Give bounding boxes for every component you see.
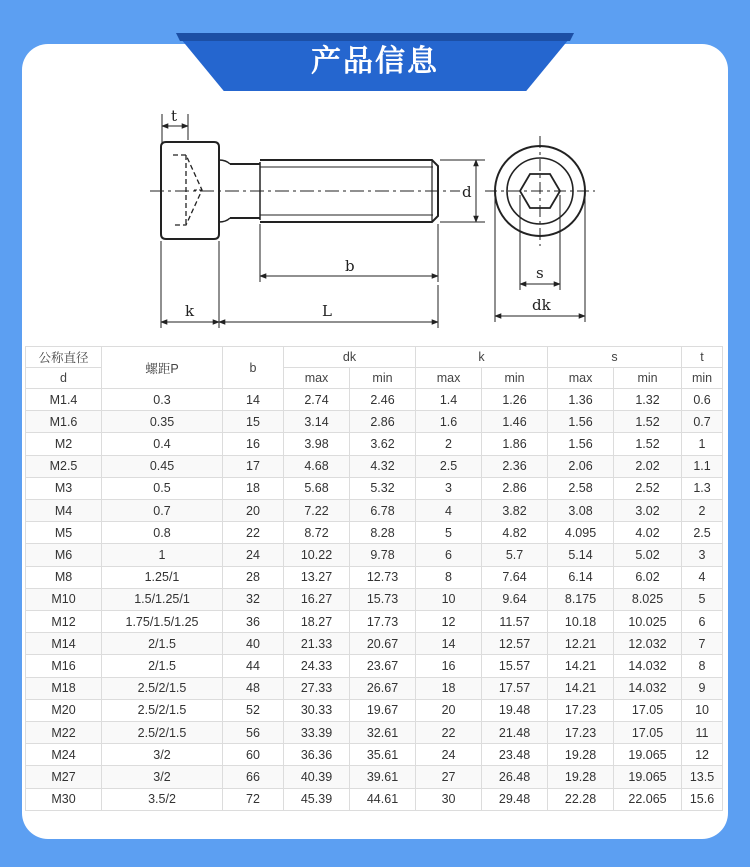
cell-k-min: 9.64	[482, 588, 548, 610]
cell-s-min: 1.32	[614, 389, 682, 411]
dim-label-L: L	[322, 302, 332, 320]
cell-k-max: 12	[416, 611, 482, 633]
header-pitch: 螺距P	[102, 347, 223, 389]
cell-b: 44	[223, 655, 284, 677]
cell-k-min: 26.48	[482, 766, 548, 788]
screw-end-view	[485, 136, 595, 322]
cell-b: 52	[223, 699, 284, 721]
cell-pitch: 0.35	[102, 411, 223, 433]
cell-d: M8	[26, 566, 102, 588]
cell-dk-max: 5.68	[284, 477, 350, 499]
cell-d: M24	[26, 744, 102, 766]
cell-k-min: 1.46	[482, 411, 548, 433]
cell-s-min: 4.02	[614, 522, 682, 544]
table-row	[26, 477, 723, 499]
cell-s-min: 19.065	[614, 766, 682, 788]
cell-s-max: 14.21	[548, 655, 614, 677]
cell-s-max: 1.56	[548, 433, 614, 455]
cell-dk-min: 4.32	[350, 455, 416, 477]
cell-dk-min: 26.67	[350, 677, 416, 699]
cell-dk-min: 9.78	[350, 544, 416, 566]
header-k-max: max	[416, 368, 482, 389]
dim-label-d: d	[462, 183, 472, 201]
cell-t-min: 1	[682, 433, 723, 455]
cell-b: 66	[223, 766, 284, 788]
cell-dk-max: 2.74	[284, 389, 350, 411]
cell-pitch: 2/1.5	[102, 633, 223, 655]
cell-k-min: 19.48	[482, 699, 548, 721]
cell-t-min: 0.6	[682, 389, 723, 411]
cell-k-max: 14	[416, 633, 482, 655]
screw-technical-drawing	[140, 100, 610, 340]
cell-k-max: 5	[416, 522, 482, 544]
cell-t-min: 2.5	[682, 522, 723, 544]
cell-s-min: 2.02	[614, 455, 682, 477]
specification-table	[25, 346, 723, 811]
cell-s-min: 3.02	[614, 500, 682, 522]
cell-k-max: 4	[416, 500, 482, 522]
cell-pitch: 2.5/2/1.5	[102, 677, 223, 699]
header-nominal-diameter: 公称直径	[26, 347, 102, 368]
cell-s-min: 17.05	[614, 722, 682, 744]
cell-t-min: 13.5	[682, 766, 723, 788]
cell-t-min: 7	[682, 633, 723, 655]
cell-t-min: 10	[682, 699, 723, 721]
cell-d: M18	[26, 677, 102, 699]
header-b: b	[223, 347, 284, 389]
cell-pitch: 3/2	[102, 744, 223, 766]
cell-dk-min: 19.67	[350, 699, 416, 721]
cell-k-max: 10	[416, 588, 482, 610]
header-dk: dk	[284, 347, 416, 368]
cell-pitch: 3.5/2	[102, 788, 223, 810]
cell-k-min: 3.82	[482, 500, 548, 522]
cell-dk-min: 23.67	[350, 655, 416, 677]
cell-s-max: 5.14	[548, 544, 614, 566]
cell-d: M20	[26, 699, 102, 721]
cell-s-max: 3.08	[548, 500, 614, 522]
cell-b: 18	[223, 477, 284, 499]
cell-s-max: 1.56	[548, 411, 614, 433]
cell-dk-min: 5.32	[350, 477, 416, 499]
cell-s-max: 19.28	[548, 766, 614, 788]
cell-k-min: 17.57	[482, 677, 548, 699]
cell-s-min: 1.52	[614, 411, 682, 433]
cell-k-max: 2	[416, 433, 482, 455]
table-row	[26, 588, 723, 610]
cell-t-min: 4	[682, 566, 723, 588]
cell-k-min: 15.57	[482, 655, 548, 677]
cell-k-max: 2.5	[416, 455, 482, 477]
dim-label-s: s	[536, 264, 544, 282]
cell-dk-max: 3.98	[284, 433, 350, 455]
cell-s-min: 19.065	[614, 744, 682, 766]
cell-b: 16	[223, 433, 284, 455]
cell-pitch: 2/1.5	[102, 655, 223, 677]
cell-k-min: 23.48	[482, 744, 548, 766]
table-row	[26, 522, 723, 544]
cell-pitch: 1.25/1	[102, 566, 223, 588]
table-row	[26, 744, 723, 766]
cell-k-max: 18	[416, 677, 482, 699]
cell-k-max: 1.4	[416, 389, 482, 411]
cell-s-max: 12.21	[548, 633, 614, 655]
cell-dk-max: 33.39	[284, 722, 350, 744]
cell-k-min: 12.57	[482, 633, 548, 655]
cell-d: M27	[26, 766, 102, 788]
cell-s-min: 8.025	[614, 588, 682, 610]
cell-t-min: 3	[682, 544, 723, 566]
cell-dk-max: 7.22	[284, 500, 350, 522]
table-row	[26, 722, 723, 744]
cell-dk-max: 10.22	[284, 544, 350, 566]
cell-s-max: 2.58	[548, 477, 614, 499]
header-dk-min: min	[350, 368, 416, 389]
cell-b: 56	[223, 722, 284, 744]
header-t-min: min	[682, 368, 723, 389]
cell-dk-max: 27.33	[284, 677, 350, 699]
cell-k-min: 2.36	[482, 455, 548, 477]
cell-dk-min: 3.62	[350, 433, 416, 455]
cell-t-min: 11	[682, 722, 723, 744]
table-row	[26, 389, 723, 411]
table-row	[26, 633, 723, 655]
cell-dk-max: 24.33	[284, 655, 350, 677]
table-row	[26, 766, 723, 788]
cell-s-min: 2.52	[614, 477, 682, 499]
cell-dk-min: 15.73	[350, 588, 416, 610]
dim-label-k: k	[185, 302, 195, 320]
cell-b: 22	[223, 522, 284, 544]
table-row	[26, 677, 723, 699]
cell-k-min: 5.7	[482, 544, 548, 566]
cell-k-min: 21.48	[482, 722, 548, 744]
screw-side-view	[150, 142, 460, 239]
table-row	[26, 566, 723, 588]
cell-pitch: 2.5/2/1.5	[102, 699, 223, 721]
cell-t-min: 2	[682, 500, 723, 522]
cell-dk-min: 35.61	[350, 744, 416, 766]
cell-b: 60	[223, 744, 284, 766]
cell-dk-min: 8.28	[350, 522, 416, 544]
cell-s-max: 2.06	[548, 455, 614, 477]
cell-d: M6	[26, 544, 102, 566]
cell-s-min: 5.02	[614, 544, 682, 566]
cell-b: 20	[223, 500, 284, 522]
cell-k-min: 11.57	[482, 611, 548, 633]
table-row	[26, 544, 723, 566]
table-row	[26, 411, 723, 433]
cell-b: 28	[223, 566, 284, 588]
cell-k-max: 20	[416, 699, 482, 721]
cell-pitch: 0.5	[102, 477, 223, 499]
page-title: 产品信息	[311, 44, 439, 79]
cell-dk-max: 18.27	[284, 611, 350, 633]
cell-t-min: 12	[682, 744, 723, 766]
table-row	[26, 611, 723, 633]
cell-s-max: 17.23	[548, 699, 614, 721]
cell-k-max: 6	[416, 544, 482, 566]
cell-s-min: 17.05	[614, 699, 682, 721]
cell-b: 32	[223, 588, 284, 610]
cell-k-max: 16	[416, 655, 482, 677]
cell-s-max: 4.095	[548, 522, 614, 544]
cell-k-min: 4.82	[482, 522, 548, 544]
cell-pitch: 1.75/1.5/1.25	[102, 611, 223, 633]
cell-b: 48	[223, 677, 284, 699]
cell-dk-min: 17.73	[350, 611, 416, 633]
header-k-min: min	[482, 368, 548, 389]
cell-d: M5	[26, 522, 102, 544]
cell-dk-min: 39.61	[350, 766, 416, 788]
cell-k-max: 22	[416, 722, 482, 744]
cell-dk-min: 20.67	[350, 633, 416, 655]
cell-dk-max: 30.33	[284, 699, 350, 721]
cell-dk-max: 45.39	[284, 788, 350, 810]
cell-d: M1.4	[26, 389, 102, 411]
cell-t-min: 6	[682, 611, 723, 633]
table-row	[26, 788, 723, 810]
cell-s-max: 22.28	[548, 788, 614, 810]
table-row	[26, 699, 723, 721]
cell-dk-max: 8.72	[284, 522, 350, 544]
cell-pitch: 3/2	[102, 766, 223, 788]
cell-s-min: 22.065	[614, 788, 682, 810]
cell-dk-max: 36.36	[284, 744, 350, 766]
cell-k-min: 1.86	[482, 433, 548, 455]
header-t: t	[682, 347, 723, 368]
cell-k-max: 3	[416, 477, 482, 499]
cell-pitch: 0.7	[102, 500, 223, 522]
cell-pitch: 1.5/1.25/1	[102, 588, 223, 610]
cell-pitch: 0.3	[102, 389, 223, 411]
cell-s-min: 12.032	[614, 633, 682, 655]
cell-k-max: 24	[416, 744, 482, 766]
cell-k-max: 27	[416, 766, 482, 788]
cell-d: M2.5	[26, 455, 102, 477]
cell-dk-max: 21.33	[284, 633, 350, 655]
cell-d: M2	[26, 433, 102, 455]
cell-k-min: 29.48	[482, 788, 548, 810]
cell-d: M4	[26, 500, 102, 522]
cell-t-min: 0.7	[682, 411, 723, 433]
cell-pitch: 0.45	[102, 455, 223, 477]
cell-k-max: 1.6	[416, 411, 482, 433]
cell-k-min: 7.64	[482, 566, 548, 588]
dim-label-b: b	[345, 257, 355, 275]
cell-k-min: 2.86	[482, 477, 548, 499]
cell-d: M14	[26, 633, 102, 655]
cell-t-min: 1.3	[682, 477, 723, 499]
header-s-max: max	[548, 368, 614, 389]
table-body	[26, 389, 723, 811]
cell-s-max: 14.21	[548, 677, 614, 699]
cell-pitch: 0.8	[102, 522, 223, 544]
cell-d: M16	[26, 655, 102, 677]
cell-s-max: 8.175	[548, 588, 614, 610]
cell-t-min: 9	[682, 677, 723, 699]
cell-t-min: 1.1	[682, 455, 723, 477]
cell-s-min: 1.52	[614, 433, 682, 455]
cell-b: 72	[223, 788, 284, 810]
cell-dk-max: 40.39	[284, 766, 350, 788]
cell-b: 14	[223, 389, 284, 411]
cell-s-min: 14.032	[614, 677, 682, 699]
cell-s-max: 1.36	[548, 389, 614, 411]
cell-b: 36	[223, 611, 284, 633]
cell-b: 24	[223, 544, 284, 566]
cell-d: M3	[26, 477, 102, 499]
cell-d: M30	[26, 788, 102, 810]
cell-s-min: 6.02	[614, 566, 682, 588]
cell-t-min: 15.6	[682, 788, 723, 810]
cell-s-min: 10.025	[614, 611, 682, 633]
cell-t-min: 5	[682, 588, 723, 610]
cell-b: 17	[223, 455, 284, 477]
cell-s-max: 19.28	[548, 744, 614, 766]
cell-dk-min: 2.86	[350, 411, 416, 433]
cell-b: 15	[223, 411, 284, 433]
cell-pitch: 2.5/2/1.5	[102, 722, 223, 744]
cell-dk-min: 12.73	[350, 566, 416, 588]
dim-label-dk: dk	[532, 296, 551, 314]
header-s: s	[548, 347, 682, 368]
header-d-symbol: d	[26, 368, 102, 389]
cell-s-min: 14.032	[614, 655, 682, 677]
table-row	[26, 455, 723, 477]
dim-label-t: t	[171, 107, 178, 125]
cell-s-max: 6.14	[548, 566, 614, 588]
header-s-min: min	[614, 368, 682, 389]
cell-s-max: 10.18	[548, 611, 614, 633]
cell-k-max: 8	[416, 566, 482, 588]
cell-k-max: 30	[416, 788, 482, 810]
cell-d: M22	[26, 722, 102, 744]
table-row	[26, 655, 723, 677]
cell-d: M12	[26, 611, 102, 633]
cell-dk-max: 16.27	[284, 588, 350, 610]
cell-k-min: 1.26	[482, 389, 548, 411]
cell-dk-min: 44.61	[350, 788, 416, 810]
cell-dk-max: 3.14	[284, 411, 350, 433]
cell-pitch: 0.4	[102, 433, 223, 455]
cell-b: 40	[223, 633, 284, 655]
header-k: k	[416, 347, 548, 368]
cell-t-min: 8	[682, 655, 723, 677]
table-row	[26, 500, 723, 522]
cell-dk-min: 2.46	[350, 389, 416, 411]
cell-s-max: 17.23	[548, 722, 614, 744]
cell-dk-min: 6.78	[350, 500, 416, 522]
table-row	[26, 433, 723, 455]
header-dk-max: max	[284, 368, 350, 389]
cell-dk-max: 4.68	[284, 455, 350, 477]
cell-dk-min: 32.61	[350, 722, 416, 744]
cell-d: M10	[26, 588, 102, 610]
cell-pitch: 1	[102, 544, 223, 566]
cell-d: M1.6	[26, 411, 102, 433]
cell-dk-max: 13.27	[284, 566, 350, 588]
